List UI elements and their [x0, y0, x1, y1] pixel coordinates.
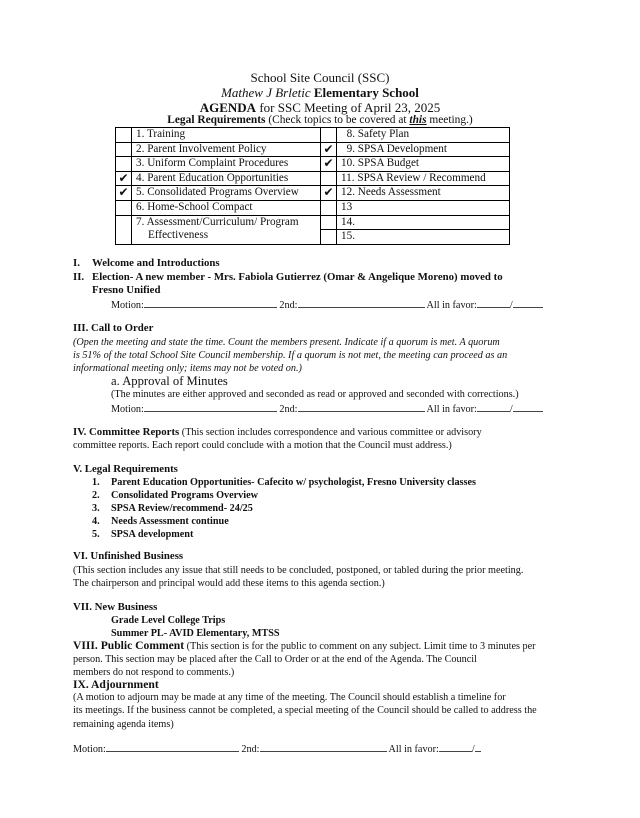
school-name-bold: Elementary School: [313, 85, 419, 100]
requirement-8: 8. Safety Plan: [337, 128, 510, 143]
favor-yes-field[interactable]: [439, 741, 472, 752]
list-item: [92, 489, 476, 502]
section-4: [73, 426, 482, 439]
second-label: 2nd:: [241, 744, 260, 755]
document-title: School Site Council (SSC): [250, 70, 390, 85]
list-item-number: 4.: [92, 516, 100, 527]
favor-no-field[interactable]: [513, 401, 543, 412]
checkbox-5[interactable]: [116, 186, 132, 201]
legal-instruction: (Check topics to be covered at: [268, 114, 410, 126]
favor-slash: /: [509, 404, 513, 415]
motion-line-adjournment: [73, 741, 481, 755]
motion-field[interactable]: [144, 297, 277, 308]
requirement-7: [132, 215, 321, 244]
motion-label: Motion:: [73, 744, 106, 755]
checkbox-3[interactable]: [116, 157, 132, 172]
checkbox-7[interactable]: [116, 215, 132, 244]
favor-no-field[interactable]: [513, 297, 543, 308]
checkmark-icon: ✔: [323, 185, 334, 200]
section-2-number: II.: [73, 271, 85, 283]
second-field[interactable]: [260, 741, 387, 752]
checkbox-4[interactable]: [116, 171, 132, 186]
section-6-note-line2: The chairperson and principal would add these items to this agenda section.): [73, 578, 385, 589]
section-9-note-line1: (A motion to adjourn may be made at any time of the meeting. The Council should establish a timeline for: [73, 692, 506, 703]
checkbox-9[interactable]: [321, 142, 337, 157]
list-item-number: 3.: [92, 503, 100, 514]
section-4-note-line1: (This section includes correspondence and various committee or advisory: [179, 427, 482, 438]
section-3-note-line2: is 51% of the total School Site Council membership. If a quorum is not met, the meeting can proceed as an: [73, 350, 508, 361]
requirement-5: 5. Consolidated Programs Overview: [132, 186, 321, 201]
section-4-title: IV. Committee Reports: [73, 426, 180, 438]
requirement-7-line2: Effectiveness: [148, 228, 209, 241]
checkmark-icon: ✔: [323, 141, 334, 156]
requirement-4: 4. Parent Education Opportunities: [132, 171, 321, 186]
new-business-item: Summer PL- AVID Elementary, MTSS: [111, 628, 280, 639]
requirement-13: 13: [337, 200, 510, 215]
list-item-number: 2.: [92, 490, 100, 501]
section-8-note-line2: person. This section may be placed after the Call to Order or at the end of the Agenda. The Council: [73, 654, 477, 665]
checkbox-13[interactable]: [321, 200, 337, 215]
school-name: [0, 85, 640, 100]
requirement-11: 11. SPSA Review / Recommend: [337, 171, 510, 186]
second-label: 2nd:: [279, 404, 298, 415]
table-row: [116, 200, 510, 215]
table-row: [116, 215, 510, 230]
favor-label: All in favor:: [388, 744, 439, 755]
legal-requirements-table: [115, 127, 510, 245]
motion-line-election: [111, 297, 543, 311]
section-1-title: Welcome and Introductions: [92, 257, 220, 269]
checkmark-icon: ✔: [323, 156, 334, 171]
section-2: [73, 271, 503, 284]
favor-no-field[interactable]: [475, 741, 481, 752]
section-8: [73, 639, 536, 653]
list-item: [92, 515, 476, 528]
favor-label: All in favor:: [426, 300, 477, 311]
list-item-text: SPSA development: [111, 529, 194, 540]
school-name-italic: Mathew J Brletic: [221, 85, 311, 100]
second-label: 2nd:: [279, 300, 298, 311]
requirement-2: 2. Parent Involvement Policy: [132, 142, 321, 157]
checkbox-15[interactable]: [321, 230, 337, 245]
section-5-list: [92, 476, 476, 541]
list-item: [92, 502, 476, 515]
checkmark-icon: ✔: [118, 170, 129, 185]
agenda-heading: [0, 100, 640, 115]
section-9-note-line2: its meetings. If the business cannot be completed, a special meeting of the Council should be called to address the: [73, 705, 537, 716]
list-item: [92, 528, 476, 541]
motion-label: Motion:: [111, 404, 144, 415]
list-item-number: 1.: [92, 477, 100, 488]
requirement-7-line1: 7. Assessment/Curriculum/ Program: [136, 215, 299, 228]
section-7-title: VII. New Business: [73, 601, 158, 613]
legal-requirements-heading: [0, 114, 640, 127]
list-item-text: SPSA Review/recommend- 24/25: [111, 503, 253, 514]
approval-of-minutes-title: a. Approval of Minutes: [111, 374, 228, 388]
checkbox-14[interactable]: [321, 215, 337, 230]
table-row: [116, 157, 510, 172]
list-item-text: Consolidated Programs Overview: [111, 490, 258, 501]
section-6-note-line1: (This section includes any issue that still needs to be concluded, postponed, or tabled during the prior meeting.: [73, 565, 524, 576]
approval-of-minutes-note: (The minutes are either approved and seconded as read or approved and seconded with corrections.): [111, 389, 519, 400]
favor-label: All in favor:: [426, 404, 477, 415]
section-8-title: VIII. Public Comment: [73, 639, 185, 652]
list-item-number: 5.: [92, 529, 100, 540]
checkbox-6[interactable]: [116, 200, 132, 215]
section-3-note-line1: (Open the meeting and state the time. Count the members present. Indicate if a quorum is met. A quorum: [73, 337, 500, 348]
requirement-9: 9. SPSA Development: [337, 142, 510, 157]
agenda-label: AGENDA: [199, 100, 257, 115]
section-3-note-line3: informational meeting only; items may not be voted on.): [73, 363, 302, 374]
requirement-3: 3. Uniform Complaint Procedures: [132, 157, 321, 172]
table-row: [116, 171, 510, 186]
section-3-title: III. Call to Order: [73, 322, 154, 334]
motion-field[interactable]: [106, 741, 239, 752]
legal-instruction-end: meeting.): [426, 114, 473, 126]
favor-yes-field[interactable]: [477, 297, 510, 308]
checkbox-12[interactable]: [321, 186, 337, 201]
checkbox-8[interactable]: [321, 128, 337, 143]
legal-emphasis: this: [409, 114, 427, 126]
agenda-meeting-date: for SSC Meeting of April 23, 2025: [259, 100, 441, 115]
second-field[interactable]: [298, 401, 425, 412]
list-item-text: Needs Assessment continue: [111, 516, 229, 527]
motion-label: Motion:: [111, 300, 144, 311]
motion-field[interactable]: [144, 401, 277, 412]
table-row: [116, 142, 510, 157]
section-9-title: IX. Adjournment: [73, 678, 159, 691]
list-item: [92, 476, 476, 489]
section-4-note-line2: committee reports. Each report could conclude with a motion that the Council must address.): [73, 440, 452, 451]
section-9-note-line3: remaining agenda items): [73, 719, 174, 730]
section-2-title-cont: Fresno Unified: [92, 284, 161, 296]
section-5-title: V. Legal Requirements: [73, 463, 178, 475]
requirement-10: 10. SPSA Budget: [337, 157, 510, 172]
requirement-15: 15.: [337, 230, 510, 245]
section-8-note-line3: members do not respond to comments.): [73, 667, 235, 678]
table-row: [116, 128, 510, 143]
section-2-title: Election- A new member - Mrs. Fabiola Gutierrez (Omar & Angelique Moreno) moved to: [92, 271, 503, 283]
section-6-title: VI. Unfinished Business: [73, 550, 184, 562]
section-1: [73, 257, 220, 270]
requirement-6: 6. Home-School Compact: [132, 200, 321, 215]
section-1-number: I.: [73, 257, 80, 269]
checkbox-1[interactable]: [116, 128, 132, 143]
legal-requirements-label: Legal Requirements: [167, 114, 266, 126]
new-business-item: Grade Level College Trips: [111, 615, 226, 626]
requirement-14: 14.: [337, 215, 510, 230]
motion-line-minutes: [111, 401, 543, 415]
checkbox-2[interactable]: [116, 142, 132, 157]
favor-slash: /: [471, 744, 475, 755]
checkmark-icon: ✔: [118, 185, 129, 200]
section-8-note-line1: (This section is for the public to comment on any subject. Limit time to 3 minutes per: [184, 641, 536, 652]
requirement-1: 1. Training: [132, 128, 321, 143]
favor-yes-field[interactable]: [477, 401, 510, 412]
table-row: [116, 186, 510, 201]
checkbox-11[interactable]: [321, 171, 337, 186]
second-field[interactable]: [298, 297, 425, 308]
requirement-12: 12. Needs Assessment: [337, 186, 510, 201]
checkbox-10[interactable]: [321, 157, 337, 172]
list-item-text: Parent Education Opportunities- Cafecito w/ psychologist, Fresno University classes: [111, 477, 476, 488]
favor-slash: /: [509, 300, 513, 311]
